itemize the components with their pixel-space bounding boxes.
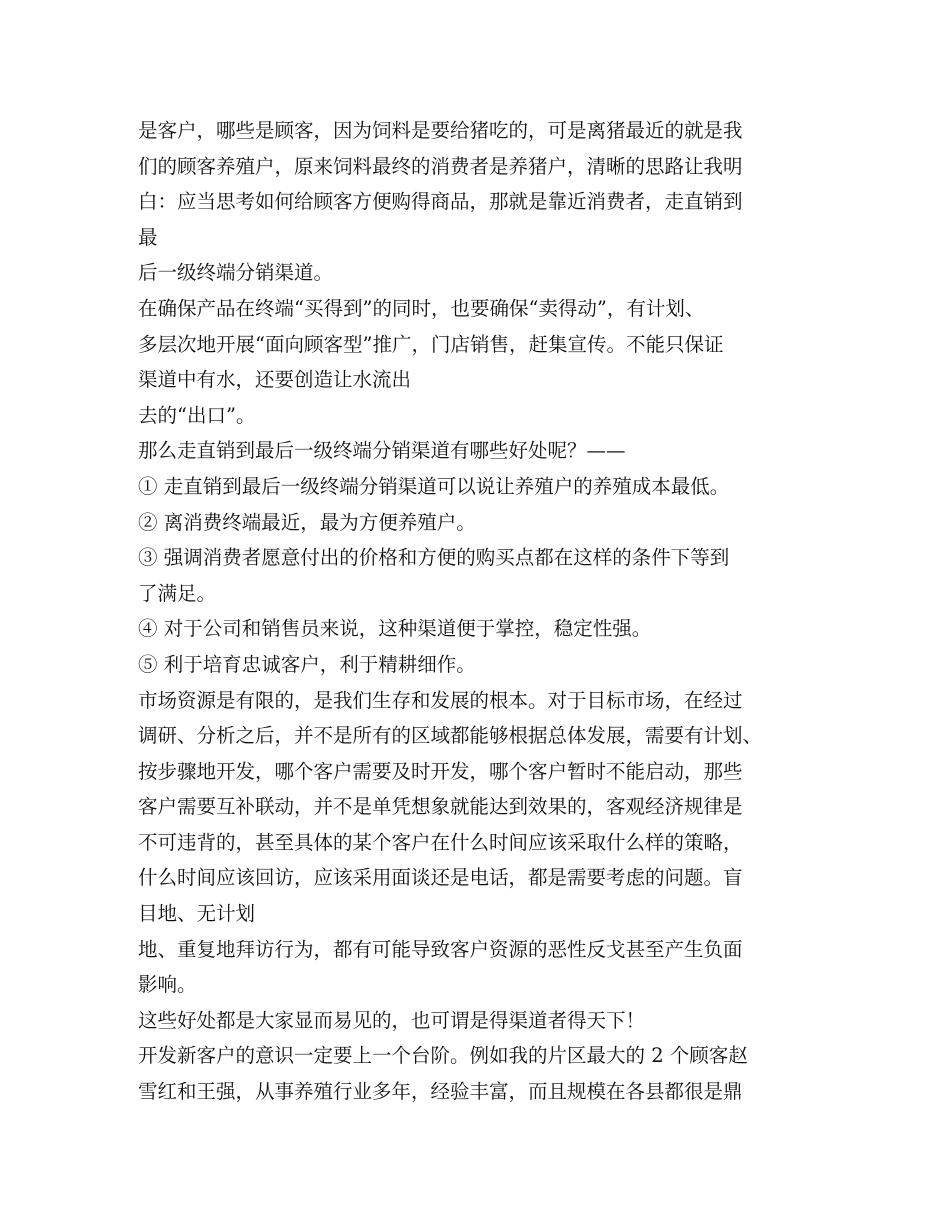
text-line: 市场资源是有限的，是我们生存和发展的根本。对于目标市场，在经过 bbox=[138, 688, 743, 712]
text-line: 目地、无计划 bbox=[138, 902, 256, 926]
text-line: 开发新客户的意识一定要上一个台阶。例如我的片区最大的 2 个顾客赵 bbox=[138, 1044, 748, 1068]
text-line: 那么走直销到最后一级终端分销渠道有哪些好处呢？—— bbox=[138, 439, 626, 463]
text-line: 客户需要互补联动，并不是单凭想象就能达到效果的，客观经济规律是 bbox=[138, 795, 743, 819]
text-line: 雪红和王强，从事养殖行业多年，经验丰富，而且规模在各县都很是鼎 bbox=[138, 1080, 743, 1104]
text-line: 去的“出口”。 bbox=[138, 403, 256, 427]
text-line: 地、重复地拜访行为，都有可能导致客户资源的恶性反戈甚至产生负面 bbox=[138, 937, 743, 961]
text-line: 在确保产品在终端“买得到”的同时，也要确保“卖得动”，有计划、 bbox=[138, 296, 705, 320]
text-line: 最 bbox=[138, 225, 158, 249]
list-item-1: ① 走直销到最后一级终端分销渠道可以说让养殖户的养殖成本最低。 bbox=[138, 474, 730, 498]
list-item-3: ③ 强调消费者愿意付出的价格和方便的购买点都在这样的条件下等到 bbox=[138, 546, 730, 570]
text-line: 是客户，哪些是顾客，因为饲料是要给猪吃的，可是离猪最近的就是我 bbox=[138, 119, 743, 142]
text-line: 这些好处都是大家显而易见的，也可谓是得渠道者得天下！ bbox=[138, 1008, 646, 1032]
text-line: 渠道中有水，还要创造让水流出 bbox=[138, 368, 412, 392]
text-line: 白：应当思考如何给顾客方便购得商品，那就是靠近消费者，走直销到 bbox=[138, 190, 743, 214]
text-line: 影响。 bbox=[138, 973, 197, 997]
document-body bbox=[138, 113, 828, 1110]
list-item-4: ④ 对于公司和销售员来说，这种渠道便于掌控，稳定性强。 bbox=[138, 617, 652, 641]
text-line: 按步骤地开发，哪个客户需要及时开发，哪个客户暂时不能启动，那些 bbox=[138, 759, 743, 783]
text-line: 什么时间应该回访，应该采用面谈还是电话，都是需要考虑的问题。盲 bbox=[138, 866, 743, 890]
text-line: 后一级终端分销渠道。 bbox=[138, 261, 334, 285]
list-item-3-continued: 了满足。 bbox=[138, 581, 217, 605]
text-line: 们的顾客养殖户，原来饲料最终的消费者是养猪户，清晰的思路让我明 bbox=[138, 154, 743, 178]
text-line: 调研、分析之后，并不是所有的区域都能够根据总体发展，需要有计划、 bbox=[138, 724, 763, 748]
text-line: 多层次地开展“面向顾客型”推广，门店销售，赶集宣传。不能只保证 bbox=[138, 332, 724, 356]
list-item-2: ② 离消费终端最近，最为方便养殖户。 bbox=[138, 510, 476, 534]
text-line: 不可违背的，甚至具体的某个客户在什么时间应该采取什么样的策略， bbox=[138, 830, 743, 854]
list-item-5: ⑤ 利于培育忠诚客户，利于精耕细作。 bbox=[138, 652, 476, 676]
